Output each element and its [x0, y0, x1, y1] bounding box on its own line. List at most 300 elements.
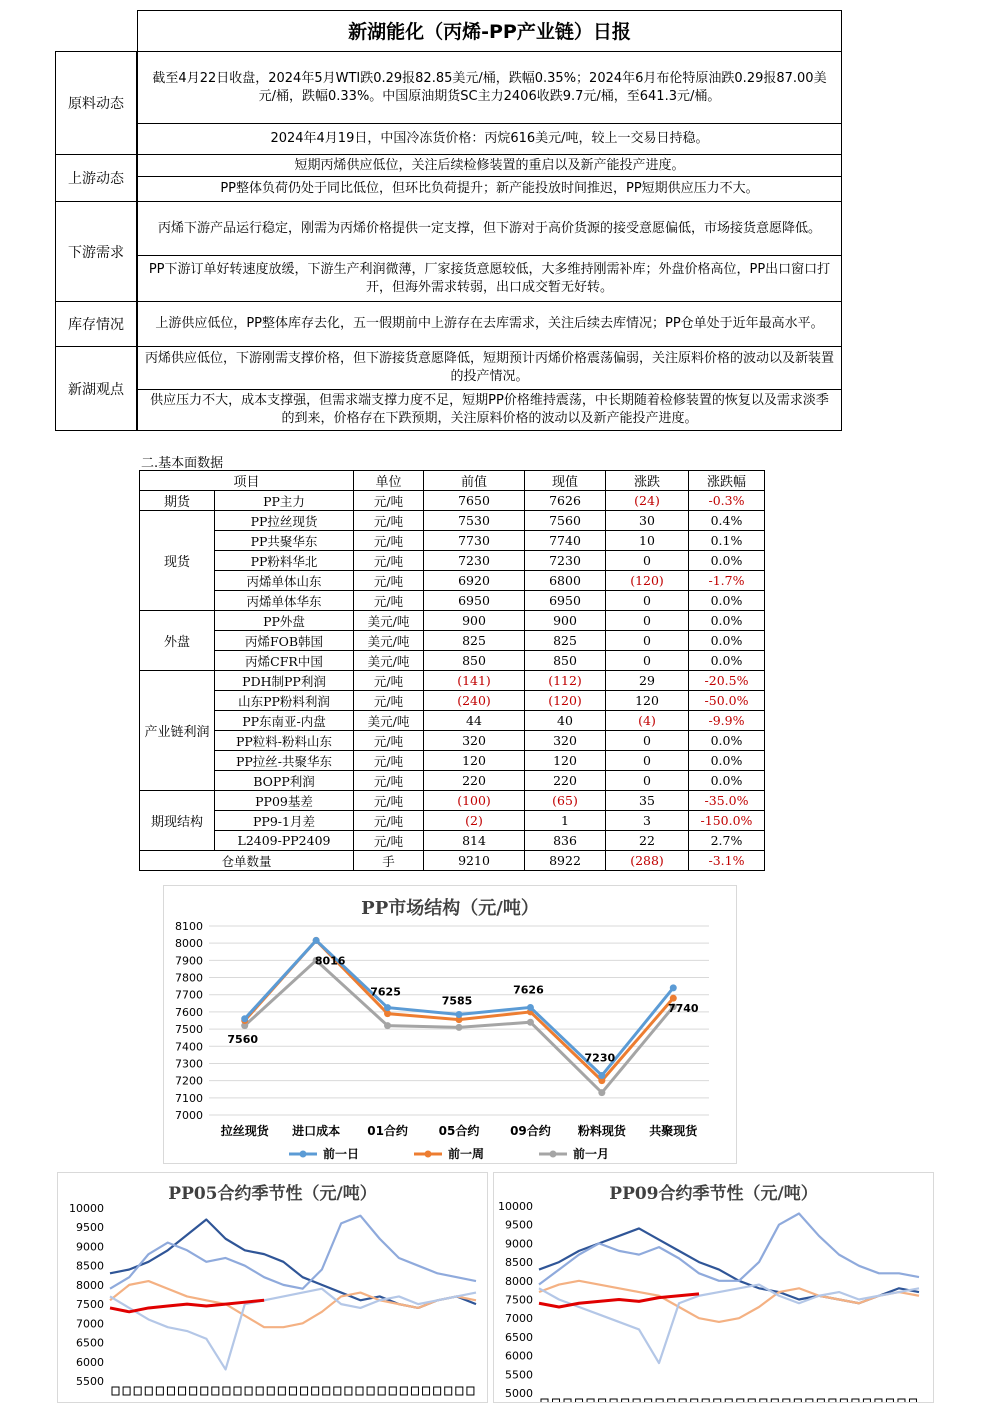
row-item: PP粒料-粉料山东: [215, 731, 354, 751]
table-row: [140, 491, 765, 511]
x-tick-glyph: [434, 1387, 441, 1395]
x-tick-glyph: [256, 1387, 263, 1395]
x-tick-glyph: [645, 1399, 652, 1402]
row-prev: 220: [424, 771, 525, 791]
x-tick-label: 粉料现货: [577, 1124, 626, 1138]
fundamentals-table: [139, 470, 765, 871]
row-prev: 825: [424, 631, 525, 651]
y-tick-label: 7900: [175, 954, 203, 968]
row-curr: 1: [525, 811, 606, 831]
row-change: (4): [606, 711, 689, 731]
x-tick-glyph: [112, 1387, 119, 1395]
group-label: 期现结构: [140, 791, 215, 851]
row-unit: 元/吨: [354, 751, 424, 771]
y-tick-label: 6000: [76, 1355, 104, 1369]
x-tick-glyph: [886, 1399, 893, 1402]
row-change-pct: -150.0%: [689, 811, 765, 831]
row-change: 120: [606, 691, 689, 711]
row-change-pct: -20.5%: [689, 671, 765, 691]
y-tick-label: 7500: [175, 1023, 203, 1037]
x-tick-glyph: [737, 1399, 744, 1402]
row-item: PP外盘: [215, 611, 354, 631]
x-tick-glyph: [145, 1387, 152, 1395]
downstream-text-1: 丙烯下游产品运行稳定，刚需为丙烯价格提供一定支撑，但下游对于高价货源的接受意愿偏低，市场接货意愿降低。: [137, 201, 842, 256]
x-tick-glyph: [633, 1399, 640, 1402]
row-label-downstream: 下游需求: [55, 201, 137, 302]
row-change: 10: [606, 531, 689, 551]
row-change-pct: -9.9%: [689, 711, 765, 731]
x-tick-label: 进口成本: [292, 1124, 341, 1138]
data-label: 7625: [370, 985, 401, 999]
row-change-pct: -50.0%: [689, 691, 765, 711]
pp05-seasonal-chart: [57, 1172, 488, 1403]
table-row: [140, 771, 765, 791]
y-tick-label: 5500: [505, 1368, 533, 1382]
row-unit: 美元/吨: [354, 631, 424, 651]
row-unit: 元/吨: [354, 591, 424, 611]
x-tick-label: 05合约: [438, 1124, 480, 1138]
upstream-text-2: PP整体负荷仍处于同比低位，但环比负荷提升；新产能投放时间推迟，PP短期供应压力不大。: [137, 176, 842, 202]
legend-marker: [425, 1151, 432, 1158]
data-point: [598, 1072, 605, 1079]
row-unit: 元/吨: [354, 731, 424, 751]
row-prev: 6920: [424, 571, 525, 591]
data-point: [456, 1024, 463, 1031]
row-item: PP9-1月差: [215, 811, 354, 831]
x-tick-glyph: [123, 1387, 130, 1395]
header-unit: 单位: [354, 471, 424, 491]
y-tick-label: 7200: [175, 1074, 203, 1088]
data-label: 7626: [513, 983, 544, 997]
table-row: [140, 591, 765, 611]
group-label: 产业链利润: [140, 671, 215, 791]
y-tick-label: 7800: [175, 971, 203, 985]
data-point: [384, 1010, 391, 1017]
table-row: [140, 511, 765, 531]
x-tick-label: 09合约: [510, 1124, 551, 1138]
row-unit: 元/吨: [354, 831, 424, 851]
table-row: [140, 691, 765, 711]
table-row: [140, 571, 765, 591]
x-tick-glyph: [212, 1387, 219, 1395]
y-tick-label: 7100: [175, 1091, 203, 1105]
series-line: [110, 1289, 476, 1370]
x-tick-glyph: [201, 1387, 208, 1395]
row-unit: 元/吨: [354, 531, 424, 551]
row-unit: 元/吨: [354, 571, 424, 591]
market-structure-chart: [163, 885, 737, 1164]
row-label-outlook: 新湖观点: [55, 346, 137, 431]
row-change-pct: 0.0%: [689, 631, 765, 651]
row-unit: 元/吨: [354, 691, 424, 711]
row-prev: 320: [424, 731, 525, 751]
y-tick-label: 8500: [76, 1259, 104, 1273]
data-point: [670, 984, 677, 991]
y-tick-label: 8500: [505, 1256, 533, 1270]
row-item: 山东PP粉料利润: [215, 691, 354, 711]
row-change-pct: -3.1%: [689, 851, 765, 871]
row-item: 丙烯CFR中国: [215, 651, 354, 671]
series-line: [539, 1285, 919, 1364]
row-curr: 320: [525, 731, 606, 751]
group-label: 现货: [140, 511, 215, 611]
row-item: PP主力: [215, 491, 354, 511]
y-tick-label: 7400: [175, 1040, 203, 1054]
x-tick-glyph: [400, 1387, 407, 1395]
data-point: [241, 1015, 248, 1022]
row-prev: 6950: [424, 591, 525, 611]
x-tick-glyph: [714, 1399, 721, 1402]
row-item: 丙烯单体山东: [215, 571, 354, 591]
downstream-text-2: PP下游订单好转速度放缓，下游生产利润微薄，厂家接货意愿较低，大多维持刚需补库；外盘价格高位，PP出口窗口打开，但海外需求转弱，出口成交暂无好转。: [137, 255, 842, 302]
table-row: [140, 651, 765, 671]
x-tick-label: 01合约: [367, 1124, 408, 1138]
row-item: BOPP利润: [215, 771, 354, 791]
row-curr: 120: [525, 751, 606, 771]
x-tick-glyph: [691, 1399, 698, 1402]
row-prev: (240): [424, 691, 525, 711]
row-change-pct: 0.0%: [689, 731, 765, 751]
row-change-pct: 0.4%: [689, 511, 765, 531]
row-change: (120): [606, 571, 689, 591]
x-tick-glyph: [323, 1387, 330, 1395]
row-change: (24): [606, 491, 689, 511]
chart-title: PP05合约季节性（元/吨）: [168, 1184, 377, 1204]
data-point: [384, 1004, 391, 1011]
row-change-pct: 0.1%: [689, 531, 765, 551]
header-prev: 前值: [424, 471, 525, 491]
row-change-pct: 2.7%: [689, 831, 765, 851]
row-change: 29: [606, 671, 689, 691]
x-tick-glyph: [289, 1387, 296, 1395]
x-tick-glyph: [748, 1399, 755, 1402]
y-tick-label: 8000: [76, 1278, 104, 1292]
y-tick-label: 6500: [76, 1336, 104, 1350]
table-row: [140, 611, 765, 631]
x-tick-glyph: [840, 1399, 847, 1402]
row-unit: 美元/吨: [354, 711, 424, 731]
row-curr: 825: [525, 631, 606, 651]
row-curr: 900: [525, 611, 606, 631]
x-tick-glyph: [599, 1399, 606, 1402]
row-change-pct: 0.0%: [689, 611, 765, 631]
y-tick-label: 6500: [505, 1330, 533, 1344]
row-unit: 元/吨: [354, 671, 424, 691]
row-curr: 220: [525, 771, 606, 791]
x-tick-glyph: [875, 1399, 882, 1402]
y-tick-label: 9500: [76, 1221, 104, 1235]
x-tick-glyph: [817, 1399, 824, 1402]
row-change: 0: [606, 651, 689, 671]
y-tick-label: 5500: [76, 1375, 104, 1388]
row-item: PP09基差: [215, 791, 354, 811]
row-change-pct: -35.0%: [689, 791, 765, 811]
row-unit: 美元/吨: [354, 651, 424, 671]
x-tick-glyph: [245, 1387, 252, 1395]
row-change-pct: -0.3%: [689, 491, 765, 511]
x-tick-glyph: [278, 1387, 285, 1395]
row-prev: 7730: [424, 531, 525, 551]
pp09-seasonal-chart: [493, 1172, 934, 1403]
row-change-pct: 0.0%: [689, 591, 765, 611]
x-tick-glyph: [234, 1387, 241, 1395]
data-label: 7230: [584, 1051, 616, 1065]
x-tick-glyph: [702, 1399, 709, 1402]
pp05-seasonal-svg: [58, 1173, 487, 1402]
row-unit: 手: [354, 851, 424, 871]
row-item: PP拉丝现货: [215, 511, 354, 531]
table-row: [140, 811, 765, 831]
y-tick-label: 7700: [175, 988, 203, 1002]
table-row: [140, 531, 765, 551]
report-title: 新湖能化（丙烯-PP产业链）日报: [137, 10, 842, 52]
header-change-pct: 涨跌幅: [689, 471, 765, 491]
y-tick-label: 9000: [505, 1237, 533, 1251]
market-structure-svg: [164, 886, 736, 1163]
row-change: 0: [606, 631, 689, 651]
x-tick-glyph: [610, 1399, 617, 1402]
x-tick-glyph: [541, 1399, 548, 1402]
row-item: PP共聚华东: [215, 531, 354, 551]
row-item: PDH制PP利润: [215, 671, 354, 691]
y-tick-label: 7000: [76, 1317, 104, 1331]
row-change: 30: [606, 511, 689, 531]
section-title: 二.基本面数据: [141, 456, 224, 471]
row-prev: (2): [424, 811, 525, 831]
row-label-raw-material: 原料动态: [55, 51, 137, 155]
y-tick-label: 5000: [505, 1387, 533, 1400]
y-tick-label: 7000: [175, 1109, 203, 1122]
x-tick-glyph: [423, 1387, 430, 1395]
row-prev: 814: [424, 831, 525, 851]
series-line: [110, 1300, 264, 1312]
row-prev: 44: [424, 711, 525, 731]
table-row: [140, 671, 765, 691]
data-label: 7585: [441, 994, 473, 1008]
group-label: 外盘: [140, 611, 215, 671]
x-tick-glyph: [312, 1387, 319, 1395]
x-tick-glyph: [679, 1399, 686, 1402]
row-curr: 850: [525, 651, 606, 671]
x-tick-glyph: [783, 1399, 790, 1402]
x-tick-glyph: [367, 1387, 374, 1395]
data-label: 7740: [667, 1001, 699, 1015]
row-change-pct: 0.0%: [689, 551, 765, 571]
row-change: 0: [606, 551, 689, 571]
x-tick-glyph: [909, 1399, 916, 1402]
row-curr: 6950: [525, 591, 606, 611]
x-tick-glyph: [863, 1399, 870, 1402]
row-curr: 7230: [525, 551, 606, 571]
data-point: [384, 1022, 391, 1029]
row-item: 丙烯单体华东: [215, 591, 354, 611]
x-tick-glyph: [456, 1387, 463, 1395]
legend-marker: [550, 1151, 557, 1158]
header-item: 项目: [140, 471, 354, 491]
x-tick-glyph: [334, 1387, 341, 1395]
x-tick-glyph: [156, 1387, 163, 1395]
row-unit: 元/吨: [354, 491, 424, 511]
y-tick-label: 7500: [505, 1293, 533, 1307]
row-item: 丙烯FOB韩国: [215, 631, 354, 651]
x-tick-glyph: [760, 1399, 767, 1402]
x-tick-glyph: [852, 1399, 859, 1402]
row-curr: 40: [525, 711, 606, 731]
row-curr: 6800: [525, 571, 606, 591]
row-prev: 7650: [424, 491, 525, 511]
x-tick-glyph: [656, 1399, 663, 1402]
row-change: 22: [606, 831, 689, 851]
x-tick-glyph: [445, 1387, 452, 1395]
table-row: [140, 551, 765, 571]
row-prev: (141): [424, 671, 525, 691]
row-change: 0: [606, 751, 689, 771]
table-row: [140, 791, 765, 811]
row-change-pct: 0.0%: [689, 751, 765, 771]
row-change: 0: [606, 611, 689, 631]
x-tick-glyph: [389, 1387, 396, 1395]
table-row: [140, 711, 765, 731]
row-change-pct: -1.7%: [689, 571, 765, 591]
table-row: [140, 831, 765, 851]
legend-label: 前一周: [448, 1147, 485, 1161]
y-tick-label: 7500: [76, 1298, 104, 1312]
row-prev: 120: [424, 751, 525, 771]
row-change: (288): [606, 851, 689, 871]
table-row: [140, 851, 765, 871]
row-curr: 7626: [525, 491, 606, 511]
data-point: [527, 1019, 534, 1026]
table-header-row: [140, 471, 765, 491]
y-tick-label: 9500: [505, 1218, 533, 1232]
x-tick-glyph: [167, 1387, 174, 1395]
x-tick-glyph: [564, 1399, 571, 1402]
chart-title: PP市场结构（元/吨）: [361, 898, 539, 919]
x-tick-glyph: [301, 1387, 308, 1395]
table-row: [140, 731, 765, 751]
y-tick-label: 7000: [505, 1312, 533, 1326]
header-change: 涨跌: [606, 471, 689, 491]
row-unit: 元/吨: [354, 551, 424, 571]
row-item: PP东南亚-内盘: [215, 711, 354, 731]
row-change-pct: 0.0%: [689, 771, 765, 791]
row-change: 0: [606, 771, 689, 791]
row-curr: 7560: [525, 511, 606, 531]
x-tick-glyph: [576, 1399, 583, 1402]
row-curr: (120): [525, 691, 606, 711]
table-row: [140, 631, 765, 651]
row-prev: 900: [424, 611, 525, 631]
x-tick-glyph: [829, 1399, 836, 1402]
y-tick-label: 6000: [505, 1349, 533, 1363]
y-tick-label: 10000: [498, 1200, 533, 1213]
x-tick-glyph: [467, 1387, 474, 1395]
x-tick-glyph: [794, 1399, 801, 1402]
row-curr: (112): [525, 671, 606, 691]
inventory-text: 上游供应低位，PP整体库存去化，五一假期前中上游存在去库需求，关注后续去库情况；PP仓单处于近年最高水平。: [137, 301, 842, 347]
x-tick-glyph: [345, 1387, 352, 1395]
data-point: [598, 1089, 605, 1096]
x-tick-glyph: [622, 1399, 629, 1402]
x-tick-glyph: [134, 1387, 141, 1395]
x-tick-glyph: [190, 1387, 197, 1395]
row-curr: 836: [525, 831, 606, 851]
outlook-text-2: 供应压力不大，成本支撑强，但需求端支撑力度不足，短期PP价格维持震荡，中长期随着检修装置的恢复以及需求淡季的到来，价格存在下跌预期，关注原料价格的波动以及新产能投产进度。: [137, 389, 842, 431]
row-label-upstream: 上游动态: [55, 154, 137, 202]
row-unit: 元/吨: [354, 791, 424, 811]
legend-label: 前一月: [573, 1147, 610, 1161]
x-tick-glyph: [356, 1387, 363, 1395]
row-prev: (100): [424, 791, 525, 811]
y-tick-label: 9000: [76, 1240, 104, 1254]
outlook-text-1: 丙烯供应低位，下游刚需支撑价格，但下游接货意愿降低，短期预计丙烯价格震荡偏弱，关注原料价格的波动以及新装置的投产情况。: [137, 346, 842, 390]
raw-material-text-2: 2024年4月19日，中国冷冻货价格：丙烷616美元/吨，较上一交易日持稳。: [137, 123, 842, 155]
row-change-pct: 0.0%: [689, 651, 765, 671]
row-label-inventory: 库存情况: [55, 301, 137, 347]
row-item: L2409-PP2409: [215, 831, 354, 851]
row-prev: 7230: [424, 551, 525, 571]
y-tick-label: 10000: [69, 1202, 104, 1215]
x-tick-glyph: [771, 1399, 778, 1402]
row-curr: (65): [525, 791, 606, 811]
data-point: [456, 1011, 463, 1018]
y-tick-label: 8000: [175, 937, 203, 951]
x-tick-glyph: [378, 1387, 385, 1395]
row-curr: 8922: [525, 851, 606, 871]
y-tick-label: 8100: [175, 920, 203, 933]
row-unit: 元/吨: [354, 511, 424, 531]
legend-marker: [300, 1151, 307, 1158]
raw-material-text-1: 截至4月22日收盘，2024年5月WTI跌0.29报82.85美元/桶，跌幅0.35%；2024年6月布伦特原油跌0.29报87.00美元/桶，跌幅0.33%。中国原油期货SC主力2406收跌9.7元/桶，至641.3元/桶。: [137, 51, 842, 124]
chart-title: PP09合约季节性（元/吨）: [609, 1184, 818, 1204]
row-item: 仓单数量: [140, 851, 354, 871]
row-unit: 美元/吨: [354, 611, 424, 631]
legend-label: 前一日: [323, 1147, 360, 1161]
x-tick-glyph: [223, 1387, 230, 1395]
data-point: [313, 937, 320, 944]
y-tick-label: 7300: [175, 1057, 203, 1071]
row-item: PP拉丝-共聚华东: [215, 751, 354, 771]
x-tick-glyph: [806, 1399, 813, 1402]
row-unit: 元/吨: [354, 771, 424, 791]
upstream-text-1: 短期丙烯供应低位，关注后续检修装置的重启以及新产能投产进度。: [137, 154, 842, 177]
y-tick-label: 7600: [175, 1005, 203, 1019]
y-tick-label: 8000: [505, 1274, 533, 1288]
row-item: PP粉料华北: [215, 551, 354, 571]
x-tick-glyph: [411, 1387, 418, 1395]
x-tick-glyph: [898, 1399, 905, 1402]
table-row: [140, 751, 765, 771]
row-curr: 7740: [525, 531, 606, 551]
group-label: 期货: [140, 491, 215, 511]
x-tick-glyph: [553, 1399, 560, 1402]
data-label: 7560: [227, 1032, 259, 1046]
report-table: [55, 10, 842, 431]
row-unit: 元/吨: [354, 811, 424, 831]
data-point: [670, 995, 677, 1002]
row-change: 35: [606, 791, 689, 811]
row-prev: 7530: [424, 511, 525, 531]
pp09-seasonal-svg: [494, 1173, 933, 1402]
data-point: [527, 1004, 534, 1011]
row-change: 0: [606, 731, 689, 751]
x-tick-label: 共聚现货: [649, 1124, 698, 1138]
row-change: 0: [606, 591, 689, 611]
x-tick-glyph: [587, 1399, 594, 1402]
x-tick-label: 拉丝现货: [220, 1124, 269, 1138]
x-tick-glyph: [668, 1399, 675, 1402]
x-tick-glyph: [179, 1387, 186, 1395]
